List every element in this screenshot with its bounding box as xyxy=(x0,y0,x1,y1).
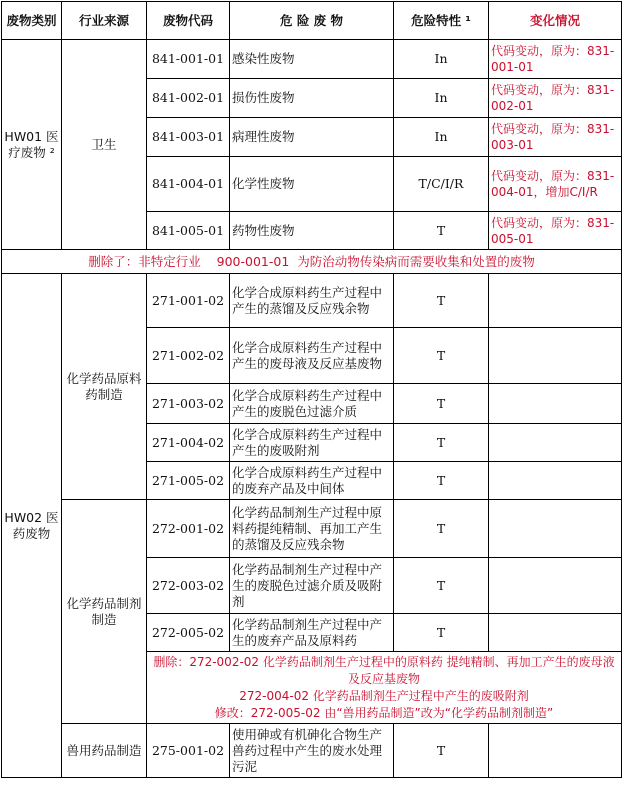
header-waste: 危 险 废 物 xyxy=(230,2,394,40)
waste-name: 化学合成原料药生产过程中产生的蒸馏及反应残余物 xyxy=(230,274,394,328)
waste-code: 271-003-02 xyxy=(147,384,230,424)
table-row xyxy=(2,500,622,558)
industry-veterinary-manufacturing: 兽用药品制造 xyxy=(62,724,147,778)
waste-name: 化学药品制剂生产过程中原料药提纯精制、再加工产生的蒸馏及反应残余物 xyxy=(230,500,394,558)
hazard-property: T xyxy=(394,328,489,384)
waste-code: 841-005-01 xyxy=(147,212,230,250)
waste-code: 271-002-02 xyxy=(147,328,230,384)
waste-name: 化学合成原料药生产过程中的废弃产品及中间体 xyxy=(230,462,394,500)
waste-code: 841-002-01 xyxy=(147,79,230,118)
hazard-property: T xyxy=(394,614,489,652)
modify-note: 修改：272-005-02 由“兽用药品制造”改为“化学药品制剂制造” xyxy=(214,705,554,720)
table-row xyxy=(2,40,622,79)
change-notes xyxy=(147,652,622,724)
change-info xyxy=(489,558,622,614)
hazard-property: T xyxy=(394,274,489,328)
hazard-property: T xyxy=(394,424,489,462)
waste-name: 病理性废物 xyxy=(230,118,394,157)
waste-name: 感染性废物 xyxy=(230,40,394,79)
hazard-property: T xyxy=(394,724,489,778)
hazard-property: In xyxy=(394,118,489,157)
waste-code: 272-001-02 xyxy=(147,500,230,558)
table-row xyxy=(2,724,622,778)
change-info xyxy=(489,384,622,424)
change-info xyxy=(489,328,622,384)
hazard-property: In xyxy=(394,40,489,79)
note-row xyxy=(2,250,622,274)
change-info: 代码变动，原为：831-003-01 xyxy=(489,118,622,157)
change-info xyxy=(489,724,622,778)
deleted-note: 删除了：非特定行业 900-001-01 为防治动物传染病而需要收集和处置的废物 xyxy=(2,250,622,274)
waste-code: 271-005-02 xyxy=(147,462,230,500)
waste-code: 841-001-01 xyxy=(147,40,230,79)
change-info: 代码变动，原为：831-004-01，增加C/I/R xyxy=(489,157,622,212)
hazard-property: T xyxy=(394,384,489,424)
change-info xyxy=(489,500,622,558)
category-hw01: HW01 医疗废物 ² xyxy=(2,40,62,250)
header-category: 废物类别 xyxy=(2,2,62,40)
change-info xyxy=(489,462,622,500)
hazard-property: T xyxy=(394,558,489,614)
change-info xyxy=(489,614,622,652)
hazard-property: In xyxy=(394,79,489,118)
header-code: 废物代码 xyxy=(147,2,230,40)
waste-code: 272-003-02 xyxy=(147,558,230,614)
category-hw02: HW02 医药废物 xyxy=(2,274,62,778)
change-info xyxy=(489,274,622,328)
industry-hw01: 卫生 xyxy=(62,40,147,250)
header-industry: 行业来源 xyxy=(62,2,147,40)
hazard-property: T xyxy=(394,500,489,558)
hazard-property: T/C/I/R xyxy=(394,157,489,212)
change-info: 代码变动，原为：831-005-01 xyxy=(489,212,622,250)
delete-note: 删除：272-002-02 化学药品制剂生产过程中的原料药 提纯精制、再加工产生的废母液及反应基废物 xyxy=(153,654,615,686)
waste-name: 化学药品制剂生产过程中产生的废弃产品及原料药 xyxy=(230,614,394,652)
waste-code: 841-004-01 xyxy=(147,157,230,212)
waste-name: 使用砷或有机砷化合物生产兽药过程中产生的废水处理污泥 xyxy=(230,724,394,778)
industry-preparation-manufacturing: 化学药品制剂制造 xyxy=(62,500,147,724)
change-info: 代码变动，原为：831-002-01 xyxy=(489,79,622,118)
waste-name: 损伤性废物 xyxy=(230,79,394,118)
waste-name: 化学合成原料药生产过程中产生的废脱色过滤介质 xyxy=(230,384,394,424)
hazard-property: T xyxy=(394,212,489,250)
header-hazard: 危险特性 ¹ xyxy=(394,2,489,40)
industry-api-manufacturing: 化学药品原料药制造 xyxy=(62,274,147,500)
waste-code: 271-004-02 xyxy=(147,424,230,462)
header-change: 变化情况 xyxy=(489,2,622,40)
waste-code: 841-003-01 xyxy=(147,118,230,157)
waste-name: 化学合成原料药生产过程中产生的废母液及反应基废物 xyxy=(230,328,394,384)
change-info: 代码变动，原为：831-001-01 xyxy=(489,40,622,79)
waste-code: 271-001-02 xyxy=(147,274,230,328)
header-row xyxy=(2,2,622,40)
table-row xyxy=(2,274,622,328)
waste-name: 化学药品制剂生产过程中产生的废脱色过滤介质及吸附剂 xyxy=(230,558,394,614)
waste-name: 药物性废物 xyxy=(230,212,394,250)
change-info xyxy=(489,424,622,462)
waste-code: 275-001-02 xyxy=(147,724,230,778)
delete-note-2: 272-004-02 化学药品制剂生产过程中产生的废吸附剂 xyxy=(239,688,529,703)
waste-name: 化学合成原料药生产过程中产生的废吸附剂 xyxy=(230,424,394,462)
hazardous-waste-table xyxy=(1,1,622,778)
waste-code: 272-005-02 xyxy=(147,614,230,652)
hazard-property: T xyxy=(394,462,489,500)
waste-name: 化学性废物 xyxy=(230,157,394,212)
